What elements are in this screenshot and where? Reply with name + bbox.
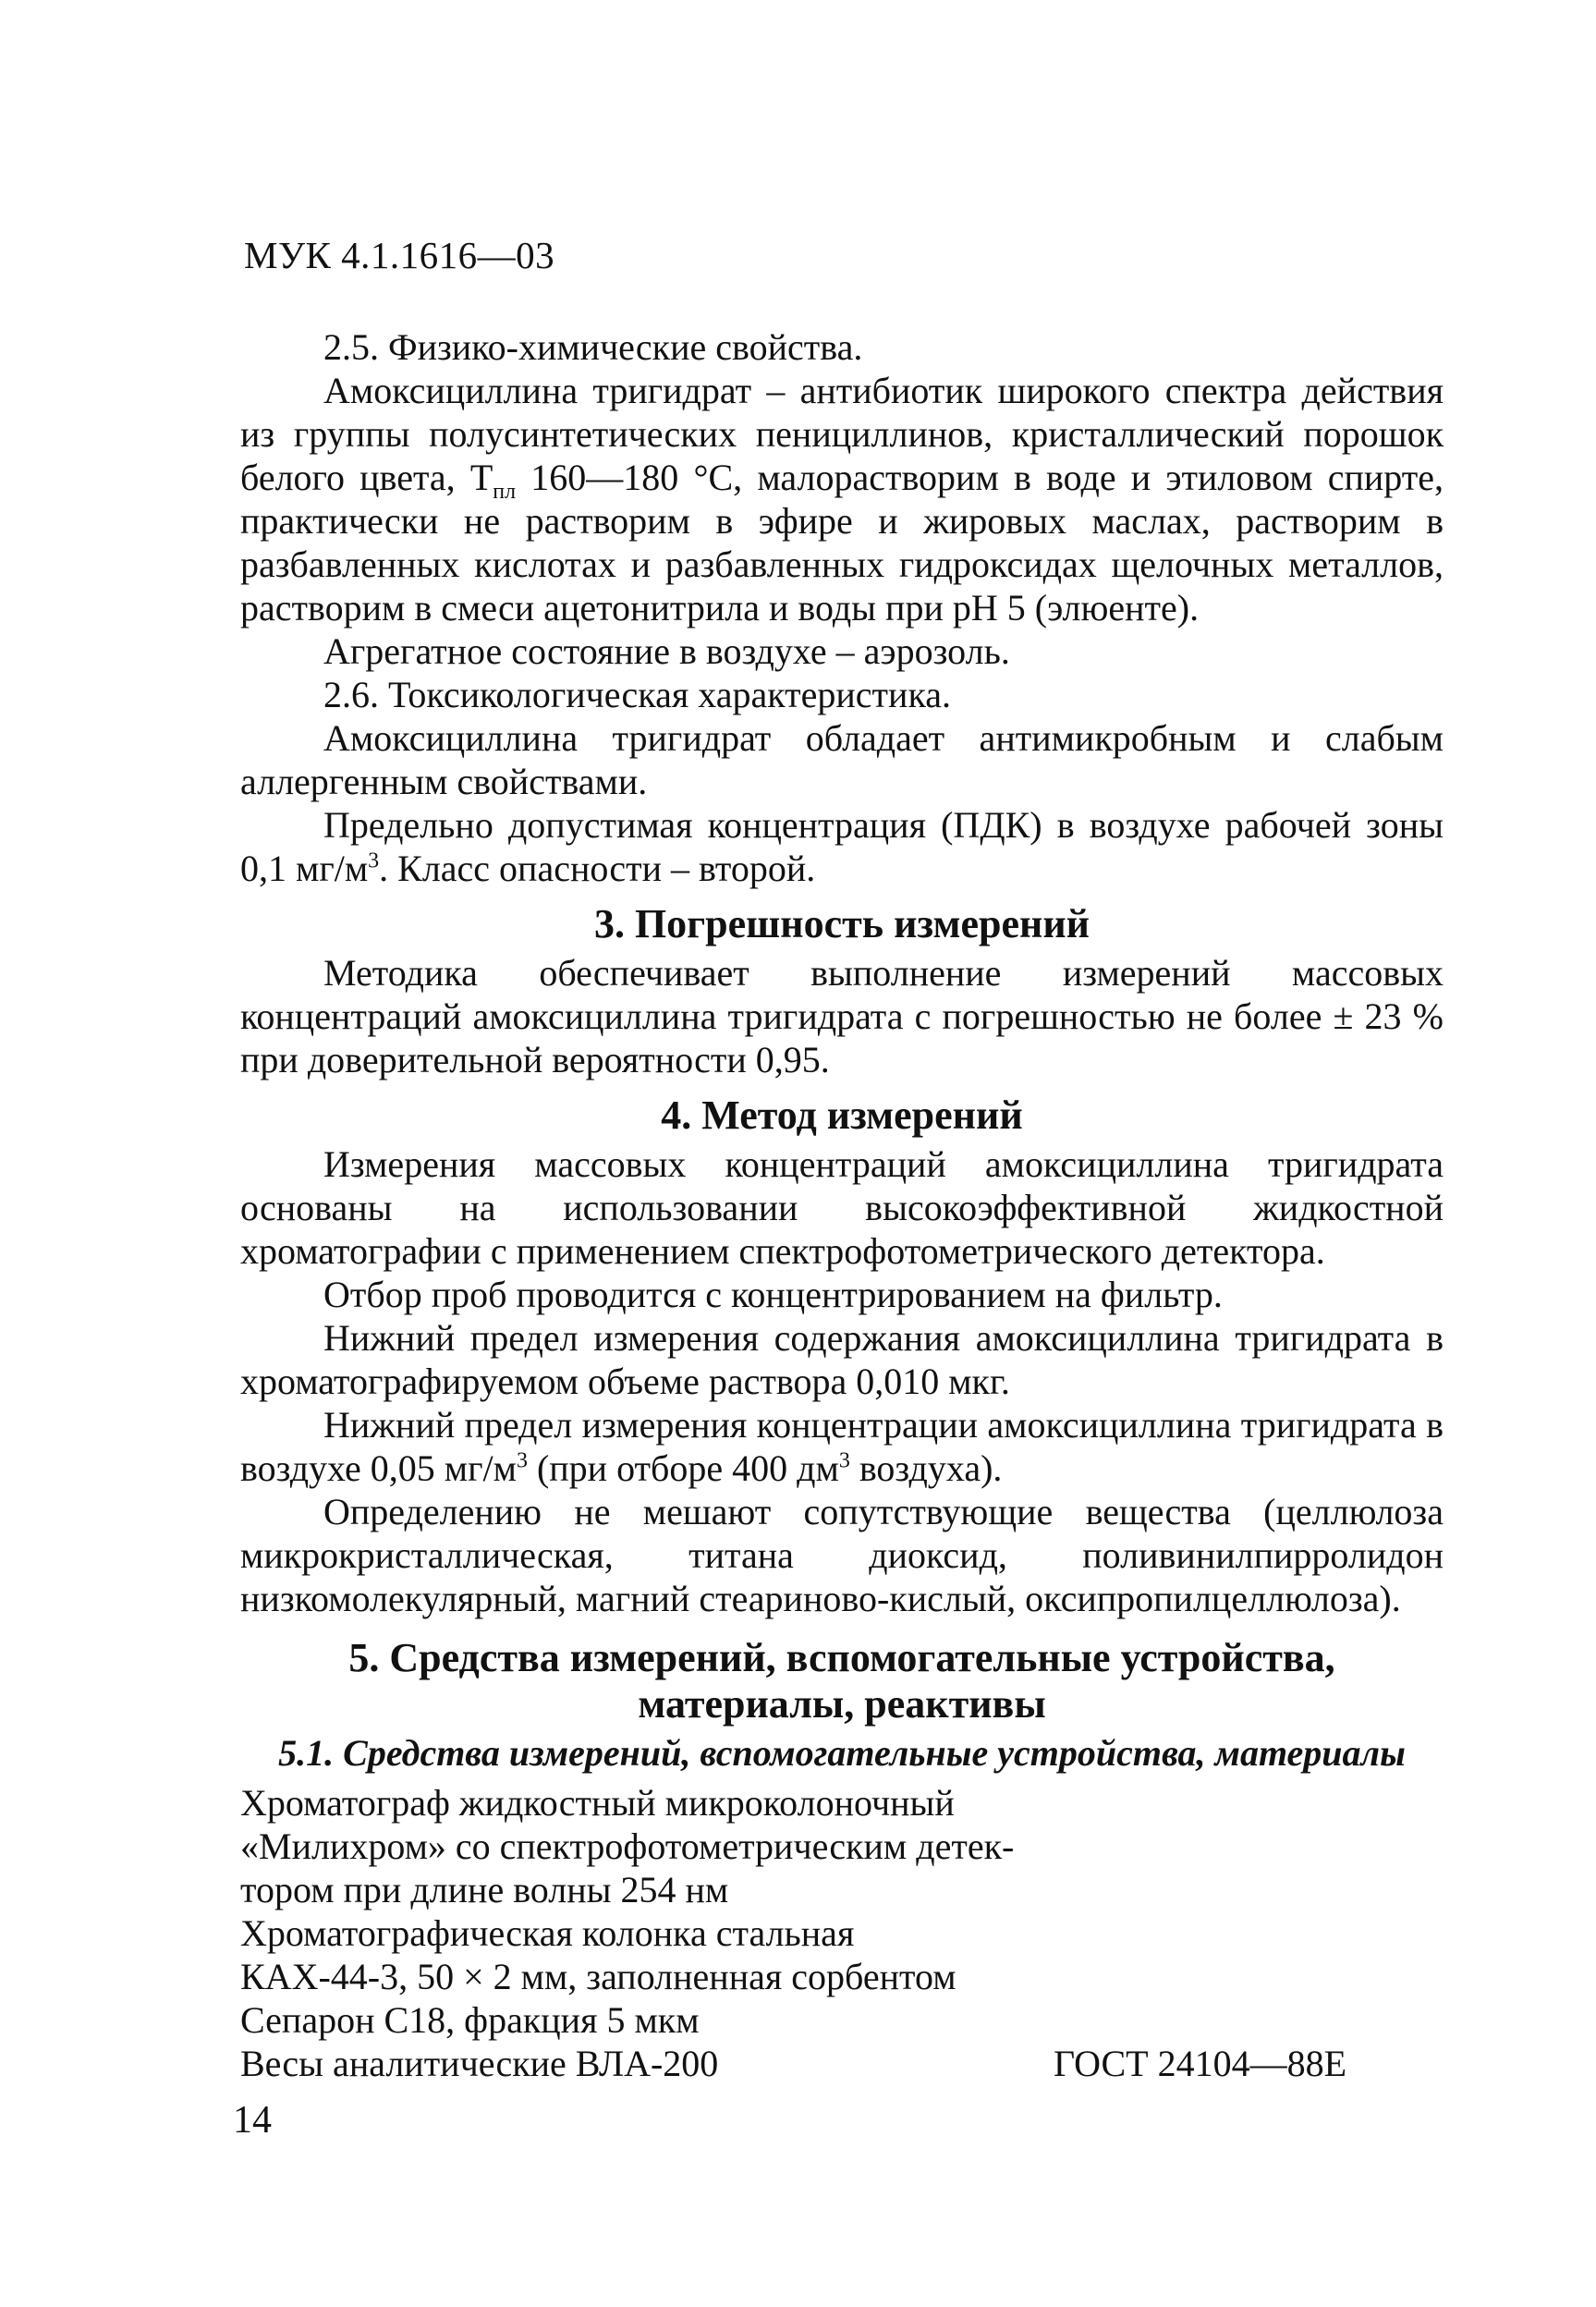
section-4-title: 4. Метод измерений: [661, 1092, 1023, 1138]
equipment-description: Сепарон С18, фракция 5 мкм: [240, 1999, 700, 2041]
pdk-text-b: . Класс опасности – второй.: [379, 848, 816, 889]
page-number: 14: [233, 2099, 272, 2142]
subsection-2-6-title: 2.6. Токсикологическая характеристика.: [323, 674, 952, 715]
equipment-description: Весы аналитические ВЛА-200: [240, 2043, 719, 2084]
page-content: [240, 325, 1444, 2085]
equipment-description: Хроматограф жидкостный микроколоночный: [240, 1782, 955, 1824]
section-4-p4-text-c: воздуха).: [849, 1447, 1003, 1489]
properties-paragraph: [240, 369, 1444, 629]
equipment-description: тором при длине волны 254 нм: [240, 1869, 729, 1910]
melting-point-subscript: пл: [493, 480, 517, 504]
properties-text-b: 160—180 °С, малорастворим в воде и этиловом спирте, практически не растворим в эфире и жировых маслах, растворим в разбавленных кислотах и разбавленных гидроксидах щелочных металлов, растворим в смеси ацетонитрила и воды при рН 5 (элюенте).: [240, 457, 1444, 629]
section-4-paragraph-3: Нижний предел измерения содержания амоксициллина тригидрата в хроматографируемом объеме раствора 0,010 мкг.: [240, 1317, 1444, 1402]
equipment-line: [240, 1911, 1444, 1955]
toxicology-paragraph: Амоксициллина тригидрат обладает антимикробным и слабым аллергенным свойствами.: [240, 717, 1444, 802]
aggregate-state-paragraph: Агрегатное состояние в воздухе – аэрозоль.: [323, 630, 1010, 672]
equipment-description: Хроматографическая колонка стальная: [240, 1912, 855, 1954]
section-4-paragraph-5: Определению не мешают сопутствующие вещества (целлюлоза микрокристаллическая, титана диоксид, поливинилпирролидон низкомолекулярный, магний стеариново-кислый, оксипропилцеллюлоза).: [240, 1491, 1444, 1619]
section-4-p4-text-b: (при отборе 400 дм: [527, 1447, 839, 1489]
equipment-line: [240, 1781, 1444, 1825]
subsection-5-1-title: 5.1. Средства измерений, вспомогательные устройства, материалы: [278, 1732, 1406, 1774]
section-4-paragraph-1: Измерения массовых концентраций амоксициллина тригидрата основаны на использовании высокоэффективной жидкостной хроматографии с применением спектрофотометрического детектора.: [240, 1143, 1444, 1272]
document-code: МУК 4.1.1616—03: [244, 234, 555, 276]
equipment-line: [240, 1825, 1444, 1868]
section-5-title: [240, 1635, 1444, 1727]
equipment-line: [240, 1868, 1444, 1911]
section-4-paragraph-4: [240, 1403, 1444, 1490]
section-4-paragraph-2: Отбор проб проводится с концентрированием на фильтр.: [323, 1274, 1223, 1315]
equipment-standard: ГОСТ 24104—88Е: [1054, 2043, 1347, 2084]
section-4-p4-superscript-1: 3: [516, 1448, 528, 1473]
equipment-line: [240, 1955, 1444, 1998]
subsection-2-5-title: 2.5. Физико-химические свойства.: [323, 326, 863, 368]
equipment-list: [240, 1781, 1444, 2085]
equipment-line: [240, 2042, 1444, 2085]
properties-text-a: Амоксициллина тригидрат – антибиотик широкого спектра действия из группы полусинтетических пенициллинов, кристаллический порошок белого цвета, Т: [240, 370, 1444, 498]
section-5-title-line-1: 5. Средства измерений, вспомогательные устройства,: [348, 1635, 1335, 1680]
section-4-p4-superscript-2: 3: [838, 1448, 850, 1473]
section-5-title-line-2: материалы, реактивы: [638, 1681, 1046, 1727]
equipment-description: «Милихром» со спектрофотометрическим детек-: [240, 1825, 1015, 1867]
pdk-paragraph: [240, 803, 1444, 890]
section-3-paragraph: Методика обеспечивает выполнение измерений массовых концентраций амоксициллина тригидрата с погрешностью не более ± 23 % при доверительной вероятности 0,95.: [240, 952, 1444, 1080]
section-4-p4-text-a: Нижний предел измерения концентрации амоксициллина тригидрата в воздухе 0,05 мг/м: [240, 1404, 1444, 1489]
equipment-description: КАХ-44-3, 50 × 2 мм, заполненная сорбентом: [240, 1956, 956, 1997]
pdk-superscript: 3: [368, 848, 380, 873]
equipment-line: [240, 1998, 1444, 2042]
section-3-title: 3. Погрешность измерений: [593, 901, 1090, 946]
pdk-text-a: Предельно допустимая концентрация (ПДК) в воздухе рабочей зоны 0,1 мг/м: [240, 804, 1444, 889]
